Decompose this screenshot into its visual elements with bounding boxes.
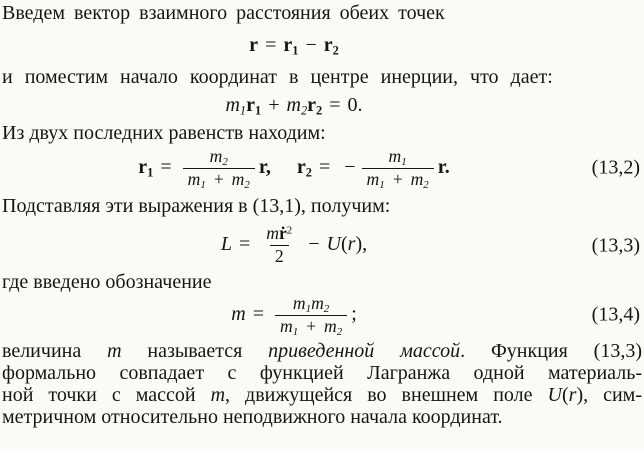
vector-r-comma: r, [258,155,271,178]
equation-13-2 [2,147,642,189]
mass-m2-base: m [231,168,245,189]
paragraph-substitute: Подставляя эти выражения в (13,1), получим: [2,195,391,218]
mass-m: m [266,223,279,244]
fraction-m2-over-sum [183,147,255,189]
equals-sign: = [329,94,341,116]
closing-text: ), сим- [576,384,642,407]
fraction-numerator [288,294,334,315]
potential-U-mention: U [547,384,562,407]
vector-r1 [246,94,261,116]
equation-relative-vector-body [249,34,339,57]
mass-m1-base: m [225,94,240,116]
mass-m1-base: m [279,315,293,336]
equals-sign: = [265,34,277,56]
vector-r1-base: r [246,94,256,116]
mass-m2-subscript: 2 [300,103,308,118]
reduced-mass-term: приведенной массой [268,340,461,363]
equation-13-4 [2,294,642,336]
mass-m-mention: m [107,340,122,363]
paragraph-intro: Введем вектор взаимного расстояния обеих точек [2,2,445,24]
fraction-kinetic [261,224,297,266]
minus-sign: − [305,34,317,56]
vector-r2 [324,34,339,56]
radius-r-mention: r [568,384,577,407]
fraction-reduced-mass [275,294,347,336]
closing-line-1 [2,340,642,362]
vector-r: r [249,34,259,56]
mass-m1-subscript: 1 [239,103,247,118]
equation-13-3 [2,224,642,266]
plus-sign: + [391,168,404,189]
fraction-numerator [205,147,233,168]
closing-text: ной точки с массой [2,384,211,407]
plus-sign: + [212,168,225,189]
fraction-denominator: 2 [270,245,289,267]
mass-m-mention: m [210,384,226,407]
vector-r1-base: r [138,155,148,178]
equals-sign: = [160,155,172,178]
equation-13-2-body [138,147,450,189]
paragraph-origin: и поместим начало координат в центре инерции, что дает: [2,66,553,88]
mass-m1-base: m [388,146,402,166]
fraction-denominator [362,168,434,190]
closing-text: . Функция (13,3) [460,340,642,363]
mass-m1-base: m [292,292,306,313]
mass-m1-subscript: 1 [379,178,385,191]
closing-line-3 [2,384,642,406]
mass-m2-base: m [286,94,301,116]
radius-r: r [347,233,356,256]
mass-m2-base: m [209,146,223,166]
plus-sign: + [305,315,318,336]
equation-number-13-3: (13,3) [591,234,640,257]
closing-text: величина [2,340,108,363]
left-paren: ( [561,384,569,407]
reduced-mass-m: m [231,302,246,325]
closing-text: , движущейся во внешнем поле [225,384,548,407]
mass-m1-subscript: 1 [401,156,407,169]
vector-r2 [307,94,322,116]
vector-r2-subscript: 2 [332,43,339,58]
closing-paragraph [2,340,642,428]
fraction-m1-over-sum [362,147,434,189]
paragraph-notation: где введено обозначение [2,270,212,293]
closing-line-4: метричном относительно неподвижного начала координат. [2,406,503,429]
closing-line-2: формально совпадает с функцией Лагранжа одной материаль- [2,362,642,385]
vector-r1-lhs [138,156,153,178]
mass-m1 [225,94,246,116]
vector-r1-subscript: 1 [147,165,154,180]
fraction-denominator [275,315,347,337]
mass-m2-base: m [410,168,424,189]
mass-m2-subscript: 2 [244,178,250,191]
vector-r2-subscript: 2 [316,103,323,118]
equation-relative-vector [2,34,642,57]
mass-m2 [287,94,308,116]
vector-r2-base: r [323,34,333,56]
mass-m2-subscript: 2 [222,156,228,169]
equation-number-13-4: (13,4) [591,303,640,326]
mass-m1-subscript: 1 [200,178,206,191]
equals-sign: = [318,155,331,178]
vector-r1-subscript: 1 [255,103,262,118]
equation-center-of-mass [2,94,642,117]
equals-sign: = [252,302,264,325]
closing-text: называется [121,340,269,363]
paragraph-from-equalities: Из двух последних равенств находим: [2,122,326,144]
potential-U: U [326,233,341,256]
mass-m2-subscript: 2 [423,178,429,191]
mass-m1-subscript: 1 [305,302,312,315]
equation-center-of-mass-body [225,94,362,117]
vector-r1-base: r [283,34,293,56]
vector-r-period: r. [437,155,450,178]
equation-13-4-body [231,294,357,336]
mass-m2-base: m [324,315,337,336]
lagrangian-L: L [220,233,232,256]
minus-sign: − [308,233,320,256]
equation-number-13-2: (13,2) [591,156,640,179]
zero-value: 0. [347,94,363,116]
left-paren: ( [340,233,348,256]
equals-sign: = [238,233,251,256]
fraction-numerator [384,147,412,168]
plus-sign: + [268,94,280,116]
vector-r1 [283,34,298,56]
vector-r2-subscript: 2 [305,165,312,180]
mass-m2-subscript: 2 [336,325,343,338]
vector-r2-base: r [296,155,306,178]
squared-exponent: 2 [286,224,293,237]
right-paren-comma: ), [355,233,368,256]
vector-r2-lhs [297,156,312,178]
vector-r1-subscript: 1 [292,43,299,58]
vector-r2-base: r [307,94,317,116]
minus-sign: − [344,155,356,178]
mass-m1-subscript: 1 [292,325,299,338]
mass-m1-base: m [187,168,201,189]
mass-m2-subscript: 2 [323,302,330,315]
mass-m2-base: m [311,292,324,313]
fraction-denominator [183,168,255,190]
vector-r-dot: ṙ [278,223,287,244]
semicolon: ; [351,302,357,325]
equation-13-3-body [221,224,367,266]
mass-m1-base: m [366,168,380,189]
fraction-numerator [261,224,297,245]
